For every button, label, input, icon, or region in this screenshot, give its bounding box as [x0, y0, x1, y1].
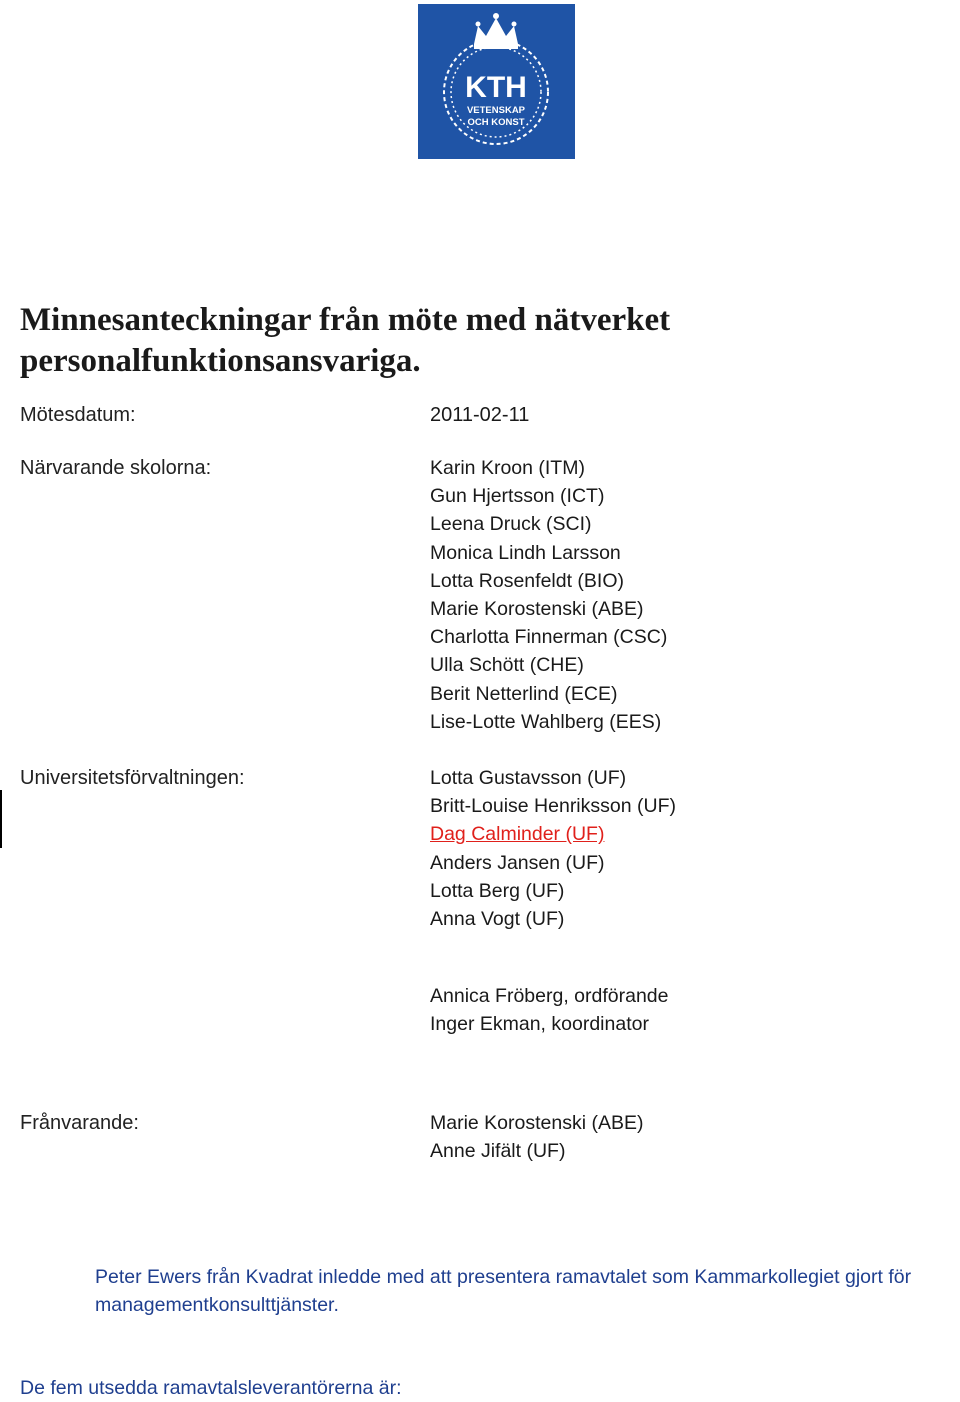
- administration-label: Universitetsförvaltningen:: [20, 767, 245, 789]
- coordinator-person: Inger Ekman, koordinator: [430, 1013, 649, 1036]
- attendee: Berit Netterlind (ECE): [430, 682, 618, 705]
- absent-label: Frånvarande:: [20, 1112, 139, 1134]
- svg-text:VETENSKAP: VETENSKAP: [466, 105, 526, 116]
- attendee-highlighted: Dag Calminder (UF): [430, 823, 605, 846]
- suppliers-heading: De fem utsedda ramavtalsleverantörerna är:: [20, 1377, 402, 1399]
- absent-person: Marie Korostenski (ABE): [430, 1112, 644, 1134]
- meeting-date-value: 2011-02-11: [430, 404, 530, 426]
- attendee: Anna Vogt (UF): [430, 908, 565, 931]
- revision-bar: [0, 790, 2, 848]
- chair-person: Annica Fröberg, ordförande: [430, 985, 669, 1007]
- schools-label: Närvarande skolorna:: [20, 457, 212, 479]
- chair-list: [430, 982, 668, 1038]
- attendee: Ulla Schött (CHE): [430, 654, 584, 677]
- attendee: Karin Kroon (ITM): [430, 457, 585, 479]
- svg-text:KTH: KTH: [465, 71, 527, 104]
- attendee: Marie Korostenski (ABE): [430, 598, 644, 621]
- administration-attendee-list: [430, 764, 676, 933]
- document-title: Minnesanteckningar från möte med nätverket personalfunktionsansvariga.: [20, 302, 671, 379]
- attendee: Charlotta Finnerman (CSC): [430, 626, 668, 649]
- svg-text:OCH KONST: OCH KONST: [467, 117, 525, 128]
- kth-logo: [418, 4, 575, 159]
- attendee: Lotta Berg (UF): [430, 879, 565, 902]
- kth-seal-icon: [418, 4, 575, 159]
- absent-person: Anne Jifält (UF): [430, 1140, 566, 1163]
- attendee: Britt-Louise Henriksson (UF): [430, 795, 676, 818]
- meeting-date-label: Mötesdatum:: [20, 404, 136, 426]
- attendee: Monica Lindh Larsson: [430, 541, 621, 564]
- attendee: Leena Druck (SCI): [430, 513, 592, 536]
- attendee: Lotta Rosenfeldt (BIO): [430, 569, 625, 592]
- intro-paragraph: Peter Ewers från Kvadrat inledde med att presentera ramavtalet som Kammarkollegiet gjort för managementkonsulttjänster.: [95, 1266, 912, 1317]
- attendee: Lise-Lotte Wahlberg (EES): [430, 710, 662, 733]
- attendee: Anders Jansen (UF): [430, 851, 605, 874]
- attendee: Lotta Gustavsson (UF): [430, 767, 627, 789]
- absent-list: [430, 1109, 643, 1165]
- attendee: Gun Hjertsson (ICT): [430, 485, 605, 508]
- schools-attendee-list: [430, 454, 667, 736]
